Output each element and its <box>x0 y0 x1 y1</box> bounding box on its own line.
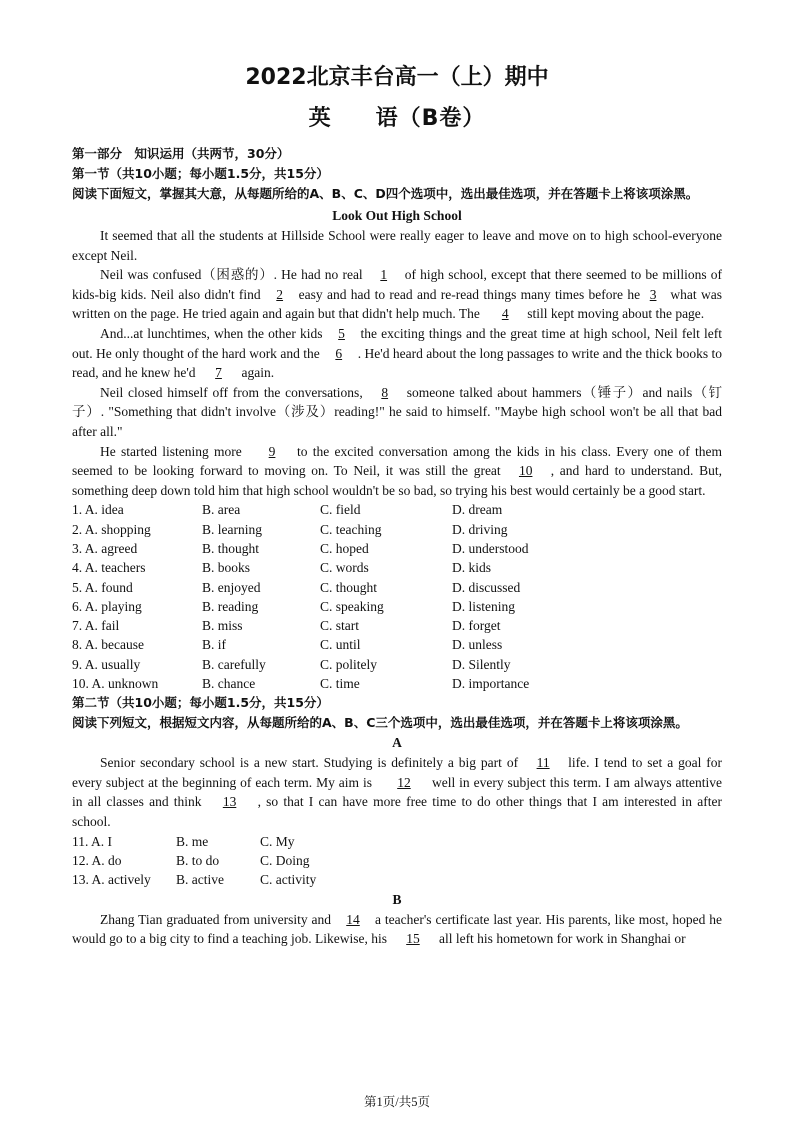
passage-b-text: Zhang Tian graduated from university and 14 a teacher's certificate last year. His parents, like most, hoped he would go to a big city to find a teaching job. Likewise, his 15 all left his hometown for work in Shanghai or <box>72 910 722 949</box>
option-item: B. me <box>176 833 209 849</box>
blank-13: 13 <box>222 794 237 810</box>
blank-8: 8 <box>381 384 389 400</box>
passage-a-text: Senior secondary school is a new start. Studying is definitely a big part of 11 life. I tend to set a goal for every subject at the beginning of each term. My aim is 12 well in every subject this term. I am always attentive in all classes and think 13 , so that I can have more free time to do other things that I am interested in after school. <box>72 755 722 830</box>
section2-heading: 第二节（共10小题；每小题1.5分，共15分） <box>72 695 329 711</box>
option-item: B. area <box>202 502 241 518</box>
option-row <box>72 832 722 851</box>
blank-11: 11 <box>536 755 550 771</box>
option-item: B. thought <box>202 540 260 556</box>
option-item: 13. A. actively <box>72 872 151 888</box>
option-row <box>72 616 722 635</box>
option-item: D. understood <box>452 540 529 556</box>
option-item: B. learning <box>202 521 262 537</box>
option-item: C. teaching <box>320 521 382 537</box>
page-footer: 第1页/共5页 <box>364 1095 430 1109</box>
paragraph-1: It seemed that all the students at Hillside School were really eager to leave and move on to high school-everyone except Neil. <box>72 228 722 263</box>
option-item: D. kids <box>452 560 492 576</box>
option-item: C. speaking <box>320 598 384 614</box>
blank-15: 15 <box>406 931 420 947</box>
blank-5: 5 <box>338 325 345 341</box>
passage-title: Look Out High School <box>332 208 462 223</box>
option-item: C. start <box>320 618 359 634</box>
option-item: 11. A. I <box>72 833 112 849</box>
option-item: B. chance <box>202 675 256 691</box>
option-item: 1. A. idea <box>72 502 124 518</box>
option-row <box>72 500 722 519</box>
blank-7: 7 <box>215 365 222 381</box>
section2-instruction: 阅读下列短文，根据短文内容，从每题所给的A、B、C三个选项中，选出最佳选项，并在答题卡上将该项涂黑。 <box>72 715 688 731</box>
option-item: B. if <box>202 637 227 653</box>
option-item: 8. A. because <box>72 637 144 653</box>
option-item: D. unless <box>452 637 503 653</box>
option-row <box>72 851 722 870</box>
option-item: D. dream <box>452 502 503 518</box>
option-item: B. to do <box>176 852 220 868</box>
subject-title <box>72 101 722 132</box>
option-row <box>72 655 722 674</box>
option-row <box>72 597 722 616</box>
paragraph-2: Neil was confused（困惑的）. He had no real 1 of high school, except that there seemed to be millions of kids-big kids. Neil also didn't find 2 easy and had to read and re-read things many times before he 3 what was written on the page. He tried again and again but that didn't help much. The 4 still kept moving about the page. <box>72 265 722 324</box>
option-item: B. books <box>202 560 251 576</box>
option-item: D. forget <box>452 618 501 634</box>
blank-14: 14 <box>346 911 360 927</box>
option-item: B. reading <box>202 598 259 614</box>
exam-title: 2022北京丰台高一（上）期中 <box>245 65 549 90</box>
option-item: C. words <box>320 560 369 576</box>
option-item: D. driving <box>452 521 508 537</box>
option-row <box>72 558 722 577</box>
option-item: D. Silently <box>452 656 511 672</box>
option-item: C. Doing <box>260 852 310 868</box>
blank-1: 1 <box>380 267 388 283</box>
option-item: C. politely <box>320 656 377 672</box>
blank-12: 12 <box>397 774 411 790</box>
option-item: 7. A. fail <box>72 618 120 634</box>
option-item: B. miss <box>202 618 243 634</box>
option-item: 3. A. agreed <box>72 540 138 556</box>
option-item: D. importance <box>452 675 530 691</box>
option-item: C. until <box>320 637 361 653</box>
option-item: 4. A. teachers <box>72 560 146 576</box>
exam-page <box>72 60 722 949</box>
paragraph-4: Neil closed himself off from the conversations, 8 someone talked about hammers（锤子）and nails（钉子）. "Something that didn't involve（涉及）reading!" he said to himself. "Maybe high school won't be all that bad after all." <box>72 384 723 439</box>
option-item: C. thought <box>320 579 378 595</box>
option-item: C. hoped <box>320 540 369 556</box>
section1-options <box>72 500 722 693</box>
option-item: C. My <box>260 833 295 849</box>
paragraph-5: He started listening more 9 to the excited conversation among the kids in his class. Every one of them seemed to be looking forward to moving on. To Neil, it was still the great 10 , and hard to understand. But, something deep down told him that high school wouldn't be so bad, so trying his best would certainly be a good start. <box>72 443 722 498</box>
option-item: B. carefully <box>202 656 266 672</box>
blank-9: 9 <box>268 443 276 459</box>
section2-a-options <box>72 832 722 890</box>
section1-instruction: 阅读下面短文，掌握其大意，从每题所给的A、B、C、D四个选项中，选出最佳选项，并在答题卡上将该项涂黑。 <box>72 186 699 201</box>
subject-rest: 语（B卷） <box>375 106 486 131</box>
section1-heading: 第一节（共10小题；每小题1.5分，共15分） <box>72 166 329 181</box>
option-item: B. active <box>176 872 224 888</box>
option-row <box>72 870 722 889</box>
passage-a-label: A <box>392 735 402 751</box>
option-row <box>72 578 722 597</box>
option-row <box>72 635 722 654</box>
blank-4: 4 <box>501 306 509 322</box>
option-item: 9. A. usually <box>72 656 141 672</box>
option-item: D. listening <box>452 598 515 614</box>
subject-char: 英 <box>308 106 332 131</box>
option-item: 12. A. do <box>72 852 122 868</box>
option-item: 5. A. found <box>72 579 133 595</box>
option-item: D. discussed <box>452 579 521 595</box>
option-item: C. time <box>320 675 360 691</box>
option-row <box>72 539 722 558</box>
option-item: B. enjoyed <box>202 579 261 595</box>
option-item: C. field <box>320 502 361 518</box>
option-item: 10. A. unknown <box>72 675 159 691</box>
blank-10: 10 <box>518 463 533 479</box>
option-item: 6. A. playing <box>72 598 142 614</box>
paragraph-3: And...at lunchtimes, when the other kids 5 the exciting things and the great time at high school, Neil felt left out. He only thought of the hard work and the 6 . He'd heard about the long passages to write and the thick books to read, and he knew he'd 7 again. <box>72 324 722 383</box>
blank-3: 3 <box>649 286 657 302</box>
option-item: 2. A. shopping <box>72 521 151 537</box>
passage-b-label: B <box>392 891 402 907</box>
part1-heading: 第一部分 知识运用（共两节，30分） <box>72 146 290 161</box>
blank-6: 6 <box>335 345 343 361</box>
option-row <box>72 674 722 693</box>
blank-2: 2 <box>276 286 284 302</box>
option-item: C. activity <box>260 872 317 888</box>
option-row <box>72 520 722 539</box>
